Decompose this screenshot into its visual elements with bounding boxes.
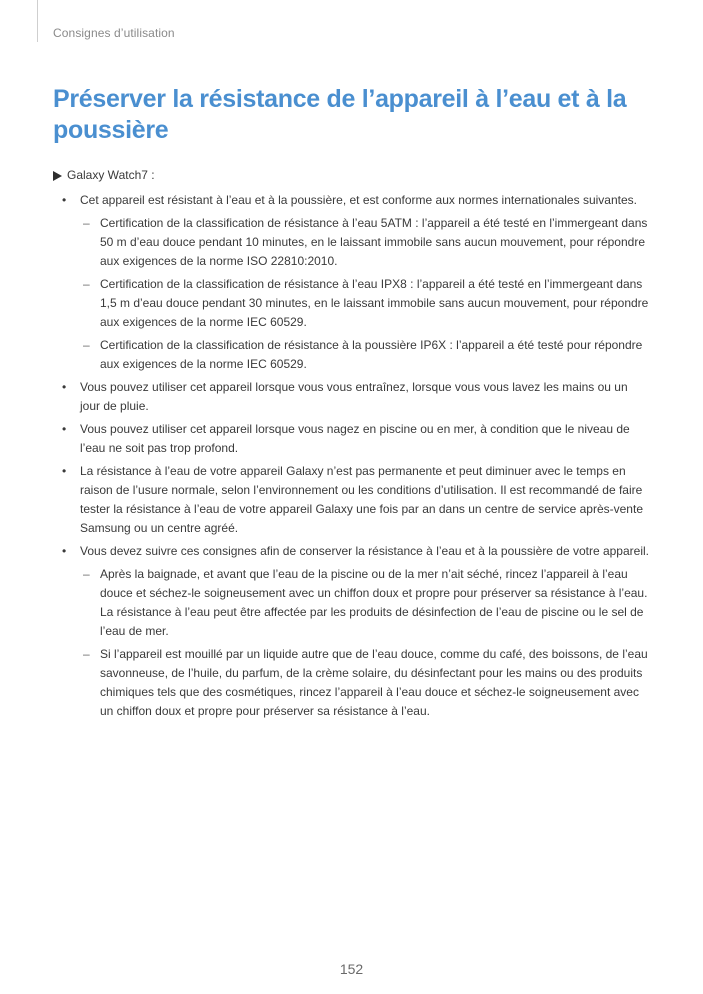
bullet-text: Cet appareil est résistant à l’eau et à la poussière, et est conforme aux normes internationales suivantes. (80, 193, 637, 207)
list-item (53, 378, 649, 416)
list-item (53, 542, 649, 721)
sub-list-item (80, 275, 649, 332)
sub-item-text: Certification de la classification de résistance à la poussière IP6X : l’appareil a été testé pour répondre aux exigences de la norme IEC 60529. (100, 338, 643, 371)
sub-item-text: Si l’appareil est mouillé par un liquide autre que de l’eau douce, comme du café, des boissons, de l’eau savonneuse, de l’huile, du parfum, de la crème solaire, du désinfectant pour les mains ou des produits chimiques tels que des cosmétiques, rincez l’appareil à l’eau douce et séchez-le soigneusement avec un chiffon doux et propre pour préserver sa résistance à l’eau. (100, 647, 648, 718)
bullet-text: Vous pouvez utiliser cet appareil lorsque vous vous entraînez, lorsque vous vous lavez les mains ou un jour de pluie. (80, 380, 628, 413)
bullet-icon: • (62, 193, 67, 207)
dash-icon: – (83, 567, 90, 581)
bullet-icon: • (62, 544, 67, 558)
bullet-text: La résistance à l’eau de votre appareil Galaxy n’est pas permanente et peut diminuer avec le temps en raison de l’usure normale, selon l’environnement ou les conditions d’utilisation. Il est recommandé de faire tester la résistance à l’eau de votre appareil Galaxy une fois par an dans un centre de service après-vente Samsung ou un centre agréé. (80, 464, 643, 535)
list-item (53, 462, 649, 538)
page-title: Préserver la résistance de l’appareil à l’eau et à la poussière (53, 85, 627, 144)
dash-icon: – (83, 338, 90, 352)
dash-icon: – (83, 277, 90, 291)
model-label: Galaxy Watch7 : (67, 168, 155, 182)
sub-list-item (80, 214, 649, 271)
content-body (53, 166, 649, 725)
header-divider (37, 0, 38, 42)
bullet-icon: • (62, 380, 67, 394)
sub-item-text: Après la baignade, et avant que l’eau de la piscine ou de la mer n’ait séché, rincez l’appareil à l’eau douce et séchez-le soigneusement avec un chiffon doux et propre pour préserver sa résistance à l’eau. La résistance à l’eau peut être affectée par les produits de désinfection de l’eau de piscine ou le sel de l’eau de mer. (100, 567, 648, 638)
list-item (53, 420, 649, 458)
sub-list-item (80, 645, 649, 721)
bullet-text: Vous devez suivre ces consignes afin de conserver la résistance à l’eau et à la poussière de votre appareil. (80, 544, 649, 558)
page-number: 152 (339, 961, 364, 977)
bullet-icon: • (62, 422, 67, 436)
dash-icon: – (83, 647, 90, 661)
sub-item-text: Certification de la classification de résistance à l’eau 5ATM : l’appareil a été testé en l’immergeant dans 50 m d’eau douce pendant 10 minutes, en le laissant immobile sans aucun mouvement, pour répondre aux exigences de la norme ISO 22810:2010. (100, 216, 648, 268)
model-line (53, 166, 649, 185)
sub-item-text: Certification de la classification de résistance à l’eau IPX8 : l’appareil a été testé en l’immergeant dans 1,5 m d’eau douce pendant 30 minutes, en le laissant immobile sans aucun mouvement, pour répondre aux exigences de la norme IEC 60529. (100, 277, 649, 329)
sub-list-item (80, 565, 649, 641)
bullet-text: Vous pouvez utiliser cet appareil lorsque vous nagez en piscine ou en mer, à condition que le niveau de l’eau ne soit pas trop profond. (80, 422, 630, 455)
triangle-arrow-icon (53, 171, 62, 181)
dash-icon: – (83, 216, 90, 230)
bullet-icon: • (62, 464, 67, 478)
list-item (53, 191, 649, 374)
sub-list-item (80, 336, 649, 374)
section-header: Consignes d’utilisation (53, 26, 175, 40)
